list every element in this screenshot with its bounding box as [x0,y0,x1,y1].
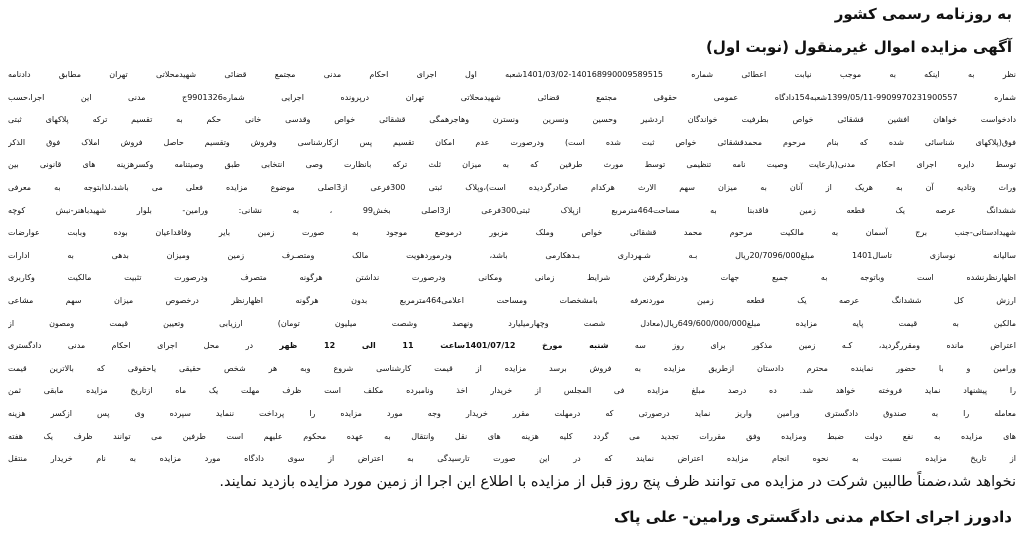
notice-line: دادخواست خواهان افشین قشقائی خواص بطرفیت خواندگان اردشیر وحسین ونسرین ونسترن وهاجرهمگی قشقائی خواص وقدسی خانی حکم به تقسیم ترکه پلاکهای ثبتی [8,115,1016,125]
notice-line: نخواهد شد،ضمناً طالبین شرکت در مزایده می توانند ظرف پنج روز قبل از مزایده با اطلاع این اجرا از زمین مورد مزایده بازدید نمایند. [219,473,1016,490]
signature: دادورز اجرای احکام مدنی دادگستری ورامین- علی پاک [613,508,1012,526]
notice-line: ارزش کل ششدانگ عرصه یک قطعه زمین موردنعرفه بامشخصات ومساحت اعلامی464مترمربع بدون هرگونه اظهارنظر درخصوص میزان سهم مشاعی [8,295,1016,305]
notice-body [8,64,1016,493]
auction-date-time: شنبه مورخ 1401/07/12ساعت 11 الی 12 ظهر [279,341,609,351]
notice-line: سالیانه نوسازی تاسال1401 مبلغ20/7096/000ریال بـه شـهرداری بـدهکارمی باشد، ودرموردهویت مالک ومتصـرف زمین ومیزان بدهی به ادارات [8,250,1016,260]
notice-line: ششدانگ عرصه یک قطعه زمین فاقدبنا به مساحت464مترمربع ازپلاک ثبتی300فرعی از3اصلی بخش99 ، به نشانی: ورامین- بلوار شهیدباهنر-نبش کوچه [8,205,1016,215]
notice-line: نظر به اینکه به موجب نیابت اعطائی شماره 140168990009589515-1401/03/02شعبه اول اجرای احکام مدنی مجتمع قضائی شهیدمحلاتی تهران مطابق دادنامه [8,70,1016,79]
notice-line: فوق(پلاکهای شناسائی شده که بنام مرحوم محمدقشقائی خواص ثبت شده است) ودرصورت عدم امکان تقسیم پس ازکارشناسی وفروش وتقسیم حاصل فروش املاک فوق الذکر [8,137,1016,147]
notice-line: معامله را به صندوق دادگستری ورامین واریز نماید درصورتی که درمهلت مقرر خریدار وجه مورد مزایده را پرداخت ننماید سپرده وی پس ازکسر هزینه [8,408,1016,418]
auction-line-before: اعتراض مانده ومقررگردید، کـه زمین مذکور برای روز سه [608,341,1016,351]
notice-line: وراث وتادیه آن به هریک از آنان به میزان سهم الارث هرکدام صادرگردیده است)،وپلاک ثبتی 300فرعی از3اصلی موضوع مزایده فعلی می باشد،لذابتوجه به معرفی [8,182,1016,192]
notice-line: ورامین و با حضور نماینده محترم دادستان ازطریق مزایده به فروش برسد مزایده از قیمت کارشناسی شروع وبه هر شخص حقیقی یاحقوقی که بالاترین قیمت [8,363,1016,373]
notice-line: های مزایده به نفع دولت ضبط ومزایده وفق مقررات تجدید می گردد کلیه هزینه های نقل وانتقال به عهده محکوم علیهم است طرفین می توانند ظرف یک هفته [8,431,1016,441]
notice-title: آگهی مزایده اموال غیرمنقول (نوبت اول) [705,38,1012,56]
publication-name: به روزنامه رسمی کشور [834,5,1012,23]
notice-line: از تاریخ مزایده نسبت به نحوه انجام مزایده اعتراض نمایند که در این صورت تارسیدگی به اعتراض از سوی دادگاه مورد مزایده به نام خریدار منتقل [8,454,1016,464]
notice-line: شهیدادستانی-جنب برج آسمان به مالکیت مرحوم محمد قشقائی خواص وملک مزبور درموضع موجود به صورت زمین بایر وفاقداعیان بوده وبابت عوارضات [8,228,1016,238]
auction-line-after: در محل اجرای احکام مدنی دادگستری [8,341,280,351]
auction-date-line [8,335,1016,358]
notice-line: اظهارنظرنشده است وباتوجه به جمیع جهات ودرنظرگرفتن شرایط زمانی ومکانی ودرصورت نداشتن هرگونه متصرف ودرصورت تثبیت مالکیت وکاربری [8,273,1016,283]
notice-line: توسط دایره اجرای احکام مدنی(بارعایت وصیت نامه تنظیمی توسط مورث طرفین که به میزان ثلث ترکه بانظارت وصی انتخابی طبق وصیتنامه وکسرهزینه های قانونی بین [8,160,1016,170]
notice-line: شماره 9909970231900557-1399/05/11شعبه154دادگاه عمومی حقوقی مجتمع قضائی شهیدمحلاتی تهران درپرونده اجرایی شماره9901326ج مدنی این اجرا،حسب [8,92,1016,102]
notice-line: را پیشنهاد نماید فروخته خواهد شد. ده درصد مبلغ مزایده فی المجلس از خریدار اخذ ونامبرده مکلف است ظرف مهلت یک ماه ازتاریخ مزایده مابقی ثمن [8,386,1016,396]
notice-line: مالکین به قیمت پایه مزایده مبلغ649/600/000/000ریال(معادل شصت وچهارمیلیارد ونهصد وشصت میلیون تومان) ارزیابی وتعیین قیمت ومصون از [8,318,1016,328]
